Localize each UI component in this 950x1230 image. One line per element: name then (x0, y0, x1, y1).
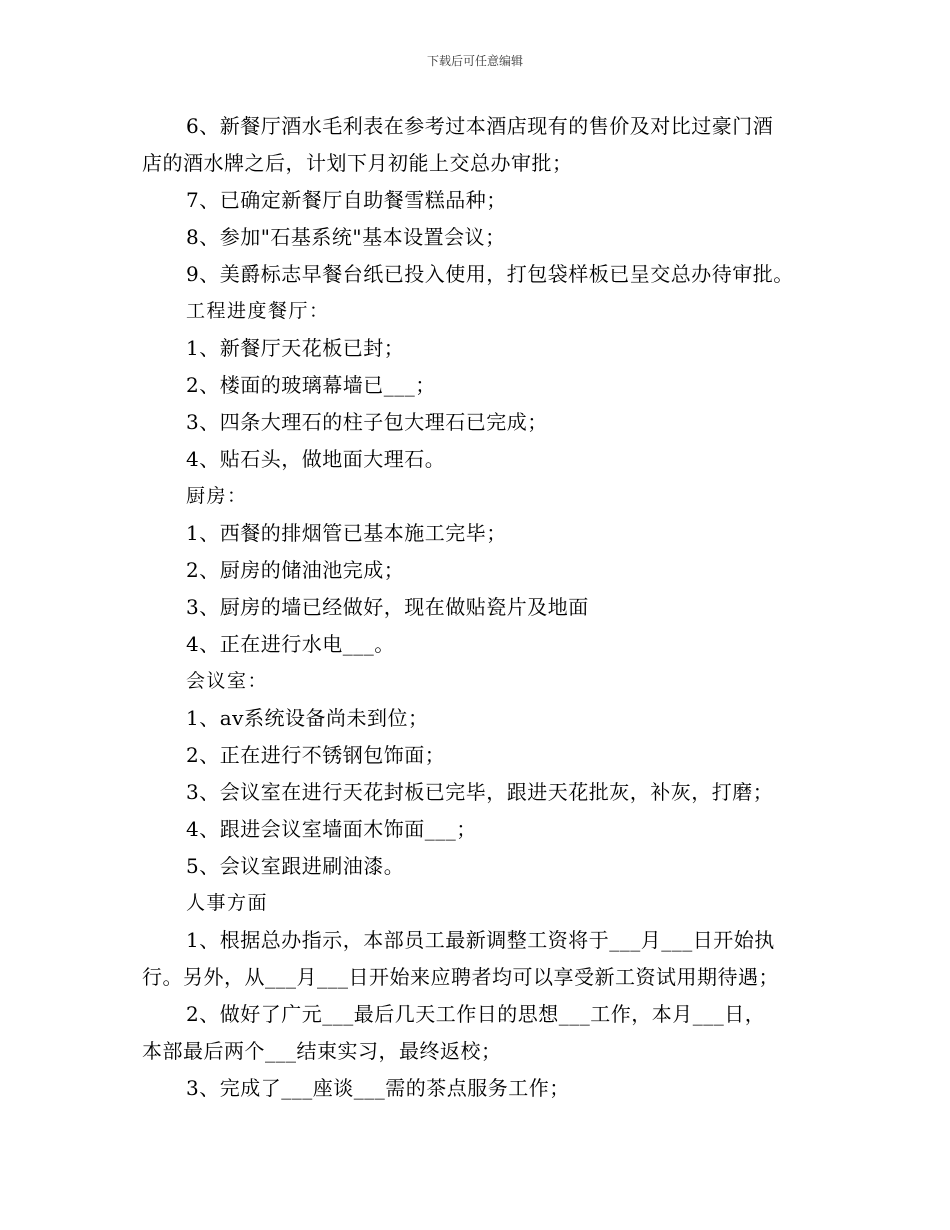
document-body (142, 108, 822, 1107)
text-line: 4、跟进会议室墙面木饰面___； (186, 817, 477, 841)
text-line: 3、完成了___座谈___需的茶点服务工作； (186, 1076, 570, 1100)
section-heading: 厨房： (186, 485, 248, 507)
text-line: 3、厨房的墙已经做好，现在做贴瓷片及地面 (186, 595, 589, 619)
text-line: 本部最后两个___结束实习，最终返校； (142, 1039, 502, 1063)
text-line: 5、会议室跟进刷油漆。 (186, 854, 405, 878)
text-line: 3、会议室在进行天花封板已完毕，跟进天花批灰，补灰，打磨； (186, 780, 774, 804)
page-header: 下载后可任意编辑 (426, 54, 523, 68)
text-line: 1、av系统设备尚未到位； (186, 706, 429, 730)
text-line: 7、已确定新餐厅自助餐雪糕品种； (186, 188, 507, 212)
text-line: 4、贴石头，做地面大理石。 (186, 447, 446, 471)
text-line: 6、新餐厅酒水毛利表在参考过本酒店现有的售价及对比过豪门酒 (186, 114, 774, 138)
section-heading: 工程进度餐厅： (186, 300, 330, 322)
section-heading: 人事方面 (186, 892, 269, 914)
text-line: 2、正在进行不锈钢包饰面； (186, 743, 446, 767)
text-line: 2、楼面的玻璃幕墙已___； (186, 373, 436, 397)
text-line: 8、参加"石基系统"基本设置会议； (186, 225, 506, 249)
text-line: 3、四条大理石的柱子包大理石已完成； (186, 410, 548, 434)
text-line: 1、新餐厅天花板已封； (186, 336, 405, 360)
text-line: 行。另外，从___月___日开始来应聘者均可以享受新工资试用期待遇； (142, 965, 779, 989)
text-line: 4、正在进行水电___。 (186, 632, 395, 656)
text-line: 店的酒水牌之后，计划下月初能上交总办审批； (142, 151, 573, 175)
text-line: 2、厨房的储油池完成； (186, 558, 405, 582)
section-heading: 会议室： (186, 670, 269, 692)
text-line: 9、美爵标志早餐台纸已投入使用，打包袋样板已呈交总办待审批。 (186, 262, 794, 286)
text-line: 1、根据总办指示，本部员工最新调整工资将于___月___日开始执 (186, 928, 775, 952)
text-line: 1、西餐的排烟管已基本施工完毕； (186, 521, 507, 545)
text-line: 2、做好了广元___最后几天工作日的思想___工作，本月___日， (186, 1002, 766, 1026)
